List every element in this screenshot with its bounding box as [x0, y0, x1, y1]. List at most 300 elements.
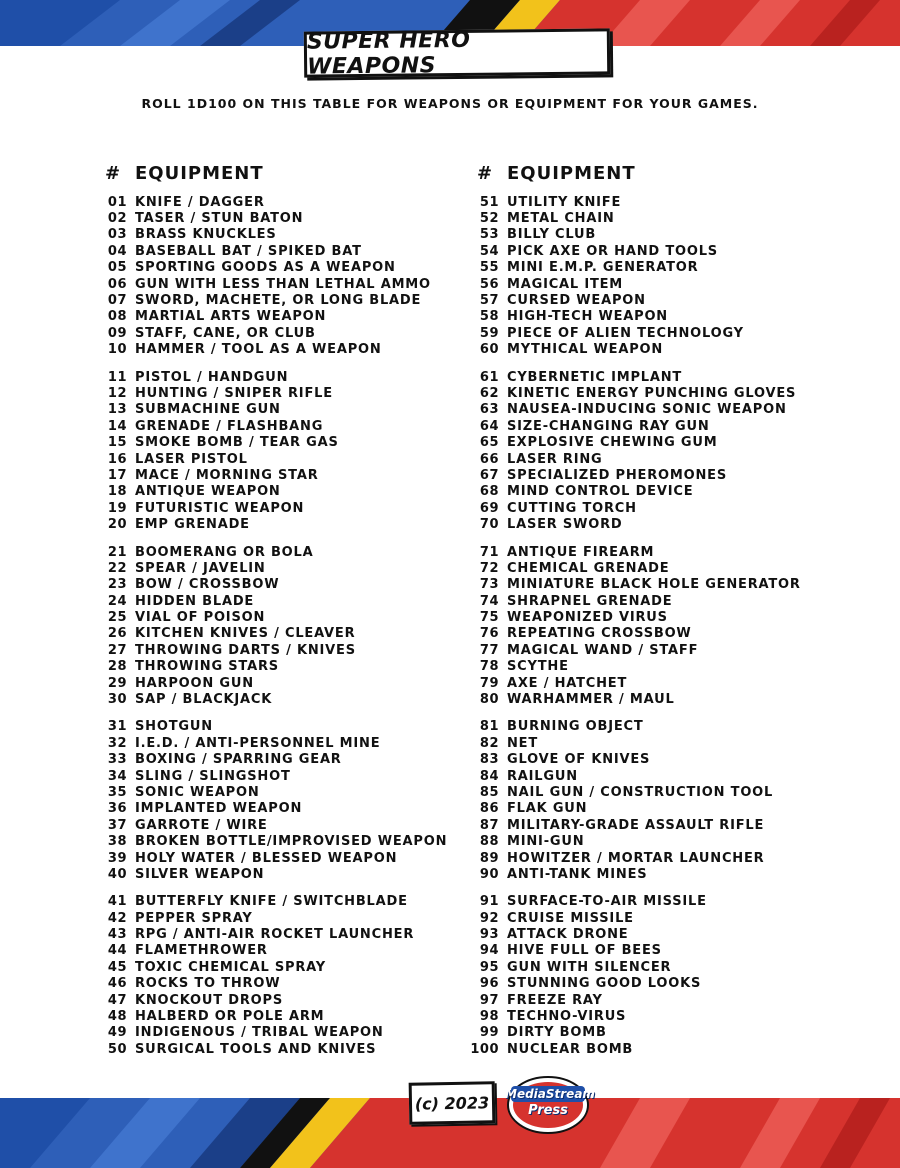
- table-row: [462, 385, 862, 401]
- roll-number: 94: [479, 943, 499, 959]
- roll-number: 30: [107, 692, 127, 708]
- roll-number: 50: [107, 1041, 127, 1057]
- roll-number: 55: [479, 260, 499, 276]
- equipment-column-right: [462, 150, 862, 1058]
- roll-number: 42: [107, 910, 127, 926]
- roll-number: 20: [107, 517, 127, 533]
- equipment-name: FUTURISTIC WEAPON: [135, 500, 305, 516]
- roll-number: 100: [470, 1041, 499, 1057]
- roll-number: 60: [479, 342, 499, 358]
- roll-number: 71: [479, 544, 499, 560]
- roll-number: 10: [107, 342, 127, 358]
- roll-number: 18: [107, 484, 127, 500]
- table-row: [462, 369, 862, 385]
- roll-number: 45: [107, 959, 127, 975]
- equipment-name: FREEZE RAY: [507, 992, 603, 1008]
- equipment-column-left: [90, 150, 460, 1058]
- table-row: [90, 325, 460, 341]
- table-row: [90, 817, 460, 833]
- equipment-name: I.E.D. / ANTI-PERSONNEL MINE: [135, 735, 381, 751]
- equipment-name: UTILITY KNIFE: [507, 194, 622, 210]
- roll-number: 97: [479, 992, 499, 1008]
- roll-number: 27: [107, 642, 127, 658]
- roll-number: 36: [107, 801, 127, 817]
- table-row: [462, 342, 862, 358]
- roll-number: 54: [479, 243, 499, 259]
- column-header: [462, 150, 862, 184]
- roll-number: 51: [479, 194, 499, 210]
- equipment-name: INDIGENOUS / TRIBAL WEAPON: [135, 1025, 384, 1041]
- equipment-name: BOW / CROSSBOW: [135, 577, 280, 593]
- table-row: [462, 784, 862, 800]
- equipment-name: GRENADE / FLASHBANG: [135, 418, 324, 434]
- row-group: [462, 194, 862, 358]
- equipment-name: HIVE FULL OF BEES: [507, 943, 662, 959]
- equipment-name: SPEAR / JAVELIN: [135, 560, 266, 576]
- equipment-name: ROCKS TO THROW: [135, 976, 281, 992]
- equipment-name: CHEMICAL GRENADE: [507, 560, 670, 576]
- roll-number: 72: [479, 560, 499, 576]
- equipment-name: IMPLANTED WEAPON: [135, 801, 303, 817]
- table-row: [90, 719, 460, 735]
- equipment-name: CURSED WEAPON: [507, 293, 646, 309]
- equipment-name: LASER PISTOL: [135, 451, 248, 467]
- equipment-name: NAUSEA-INDUCING SONIC WEAPON: [507, 402, 787, 418]
- row-group: [462, 719, 862, 883]
- copyright-box: [409, 1081, 496, 1124]
- equipment-name: KINETIC ENERGY PUNCHING GLOVES: [507, 385, 797, 401]
- equipment-name: GARROTE / WIRE: [135, 817, 268, 833]
- row-group: [90, 194, 460, 358]
- equipment-name: BURNING OBJECT: [507, 719, 644, 735]
- table-row: [462, 1025, 862, 1041]
- roll-number: 87: [479, 817, 499, 833]
- table-row: [462, 719, 862, 735]
- equipment-name: KITCHEN KNIVES / CLEAVER: [135, 626, 356, 642]
- table-row: [462, 642, 862, 658]
- equipment-name: SPECIALIZED PHEROMONES: [507, 467, 728, 483]
- intro-text: ROLL 1D100 ON THIS TABLE FOR WEAPONS OR EQUIPMENT FOR YOUR GAMES.: [141, 96, 759, 111]
- table-row: [462, 194, 862, 210]
- equipment-name: HALBERD OR POLE ARM: [135, 1009, 325, 1025]
- equipment-name: MARTIAL ARTS WEAPON: [135, 309, 327, 325]
- equipment-name: MYTHICAL WEAPON: [507, 342, 664, 358]
- equipment-name: ANTIQUE WEAPON: [135, 484, 281, 500]
- table-row: [462, 276, 862, 292]
- roll-number: 25: [107, 610, 127, 626]
- equipment-name: LASER RING: [507, 451, 603, 467]
- table-row: [462, 626, 862, 642]
- publisher-logo: [505, 1074, 595, 1136]
- table-row: [462, 943, 862, 959]
- logo-line-1: MediaStream: [505, 1087, 595, 1101]
- table-row: [462, 691, 862, 707]
- roll-number: 09: [107, 325, 127, 341]
- equipment-name: HIGH-TECH WEAPON: [507, 309, 668, 325]
- roll-number: 61: [479, 369, 499, 385]
- table-row: [462, 402, 862, 418]
- roll-number: 74: [479, 593, 499, 609]
- equipment-name: MINIATURE BLACK HOLE GENERATOR: [507, 577, 801, 593]
- equipment-name: LASER SWORD: [507, 517, 623, 533]
- roll-number: 75: [479, 610, 499, 626]
- roll-number: 28: [107, 659, 127, 675]
- table-row: [462, 577, 862, 593]
- equipment-name: METAL CHAIN: [507, 211, 615, 227]
- table-row: [90, 194, 460, 210]
- roll-number: 34: [107, 768, 127, 784]
- equipment-name: SAP / BLACKJACK: [135, 692, 273, 708]
- roll-number: 84: [479, 768, 499, 784]
- roll-number: 23: [107, 577, 127, 593]
- roll-number: 66: [479, 451, 499, 467]
- roll-number: 77: [479, 642, 499, 658]
- equipment-name: GUN WITH SILENCER: [507, 959, 672, 975]
- table-row: [462, 976, 862, 992]
- roll-number: 04: [107, 243, 127, 259]
- number-header: #: [104, 163, 121, 184]
- row-group: [462, 369, 862, 533]
- roll-number: 37: [107, 817, 127, 833]
- table-row: [90, 976, 460, 992]
- row-group: [90, 894, 460, 1058]
- roll-number: 81: [479, 719, 499, 735]
- table-row: [462, 484, 862, 500]
- equipment-name: PEPPER SPRAY: [135, 910, 253, 926]
- table-row: [462, 292, 862, 308]
- equipment-name: BROKEN BOTTLE/IMPROVISED WEAPON: [135, 834, 448, 850]
- page-title: SUPER HERO WEAPONS: [306, 27, 471, 80]
- table-row: [90, 735, 460, 751]
- roll-number: 29: [107, 675, 127, 691]
- table-row: [90, 943, 460, 959]
- roll-number: 19: [107, 500, 127, 516]
- column-header: [90, 150, 460, 184]
- table-row: [90, 593, 460, 609]
- table-row: [90, 210, 460, 226]
- roll-number: 95: [479, 959, 499, 975]
- table-row: [90, 402, 460, 418]
- roll-number: 53: [479, 227, 499, 243]
- table-row: [462, 959, 862, 975]
- equipment-name: TECHNO-VIRUS: [507, 1009, 627, 1025]
- table-row: [462, 544, 862, 560]
- equipment-name: GLOVE OF KNIVES: [507, 752, 651, 768]
- roll-number: 58: [479, 309, 499, 325]
- table-row: [90, 385, 460, 401]
- table-row: [462, 801, 862, 817]
- roll-number: 91: [479, 894, 499, 910]
- roll-number: 38: [107, 834, 127, 850]
- table-row: [90, 992, 460, 1008]
- roll-number: 02: [107, 211, 127, 227]
- equipment-name: PICK AXE OR HAND TOOLS: [507, 243, 718, 259]
- equipment-name: BOOMERANG OR BOLA: [135, 544, 314, 560]
- table-row: [90, 691, 460, 707]
- table-row: [462, 260, 862, 276]
- equipment-name: HUNTING / SNIPER RIFLE: [135, 385, 333, 401]
- table-row: [462, 325, 862, 341]
- table-row: [90, 369, 460, 385]
- equipment-name: SIZE-CHANGING RAY GUN: [507, 418, 710, 434]
- roll-number: 73: [479, 577, 499, 593]
- roll-number: 68: [479, 484, 499, 500]
- table-row: [90, 342, 460, 358]
- table-row: [462, 817, 862, 833]
- equipment-name: PIECE OF ALIEN TECHNOLOGY: [507, 325, 744, 341]
- roll-number: 80: [479, 692, 499, 708]
- roll-number: 56: [479, 276, 499, 292]
- table-row: [90, 801, 460, 817]
- table-row: [462, 434, 862, 450]
- table-row: [90, 309, 460, 325]
- table-row: [90, 276, 460, 292]
- equipment-name: NAIL GUN / CONSTRUCTION TOOL: [507, 784, 774, 800]
- table-row: [462, 210, 862, 226]
- equipment-name: FLAK GUN: [507, 801, 588, 817]
- roll-number: 88: [479, 834, 499, 850]
- roll-number: 92: [479, 910, 499, 926]
- page-title-box: [304, 27, 610, 80]
- equipment-header: EQUIPMENT: [135, 163, 264, 184]
- roll-number: 96: [479, 976, 499, 992]
- roll-number: 17: [107, 467, 127, 483]
- equipment-name: BRASS KNUCKLES: [135, 227, 277, 243]
- equipment-name: REPEATING CROSSBOW: [507, 626, 692, 642]
- roll-number: 26: [107, 626, 127, 642]
- equipment-name: BUTTERFLY KNIFE / SWITCHBLADE: [135, 894, 408, 910]
- table-row: [462, 850, 862, 866]
- equipment-name: MACE / MORNING STAR: [135, 467, 319, 483]
- equipment-name: SURFACE-TO-AIR MISSILE: [507, 894, 707, 910]
- equipment-name: BASEBALL BAT / SPIKED BAT: [135, 243, 362, 259]
- table-row: [90, 659, 460, 675]
- table-row: [90, 1041, 460, 1057]
- roll-number: 93: [479, 927, 499, 943]
- table-row: [90, 577, 460, 593]
- roll-number: 47: [107, 992, 127, 1008]
- equipment-name: SPORTING GOODS AS A WEAPON: [135, 260, 396, 276]
- table-row: [462, 560, 862, 576]
- roll-number: 41: [107, 894, 127, 910]
- table-row: [462, 516, 862, 532]
- roll-number: 12: [107, 385, 127, 401]
- equipment-name: WEAPONIZED VIRUS: [507, 610, 668, 626]
- table-row: [462, 833, 862, 849]
- roll-number: 43: [107, 927, 127, 943]
- equipment-header: EQUIPMENT: [507, 163, 636, 184]
- roll-number: 48: [107, 1009, 127, 1025]
- equipment-name: CRUISE MISSILE: [507, 910, 634, 926]
- roll-number: 31: [107, 719, 127, 735]
- equipment-name: EXPLOSIVE CHEWING GUM: [507, 435, 718, 451]
- table-row: [462, 768, 862, 784]
- roll-number: 57: [479, 293, 499, 309]
- table-row: [462, 735, 862, 751]
- table-row: [90, 434, 460, 450]
- equipment-name: MIND CONTROL DEVICE: [507, 484, 694, 500]
- roll-number: 39: [107, 850, 127, 866]
- table-row: [462, 894, 862, 910]
- equipment-name: VIAL OF POISON: [135, 610, 266, 626]
- table-row: [90, 260, 460, 276]
- equipment-name: TOXIC CHEMICAL SPRAY: [135, 959, 326, 975]
- equipment-name: HOLY WATER / BLESSED WEAPON: [135, 850, 398, 866]
- row-group: [90, 719, 460, 883]
- equipment-name: SMOKE BOMB / TEAR GAS: [135, 435, 339, 451]
- roll-number: 40: [107, 866, 127, 882]
- table-row: [462, 926, 862, 942]
- roll-number: 35: [107, 784, 127, 800]
- equipment-name: MILITARY-GRADE ASSAULT RIFLE: [507, 817, 765, 833]
- roll-number: 06: [107, 276, 127, 292]
- equipment-name: THROWING STARS: [135, 659, 279, 675]
- roll-number: 07: [107, 293, 127, 309]
- equipment-name: NET: [507, 735, 539, 751]
- equipment-name: RAILGUN: [507, 768, 578, 784]
- row-group: [90, 544, 460, 708]
- table-row: [90, 516, 460, 532]
- equipment-name: CUTTING TORCH: [507, 500, 637, 516]
- equipment-name: STUNNING GOOD LOOKS: [507, 976, 702, 992]
- roll-number: 49: [107, 1025, 127, 1041]
- roll-number: 78: [479, 659, 499, 675]
- roll-number: 90: [479, 866, 499, 882]
- equipment-name: SHRAPNEL GRENADE: [507, 593, 673, 609]
- equipment-name: AXE / HATCHET: [507, 675, 628, 691]
- equipment-name: SHOTGUN: [135, 719, 213, 735]
- table-row: [462, 910, 862, 926]
- equipment-name: STAFF, CANE, OR CLUB: [135, 325, 316, 341]
- table-row: [462, 227, 862, 243]
- table-row: [462, 593, 862, 609]
- roll-number: 01: [107, 194, 127, 210]
- table-row: [462, 992, 862, 1008]
- equipment-name: ANTIQUE FIREARM: [507, 544, 655, 560]
- equipment-name: TASER / STUN BATON: [135, 211, 304, 227]
- row-group: [462, 544, 862, 708]
- roll-number: 44: [107, 943, 127, 959]
- equipment-name: KNIFE / DAGGER: [135, 194, 265, 210]
- table-row: [90, 959, 460, 975]
- equipment-name: DIRTY BOMB: [507, 1025, 607, 1041]
- equipment-name: GUN WITH LESS THAN LETHAL AMMO: [135, 276, 431, 292]
- table-row: [90, 1008, 460, 1024]
- roll-number: 13: [107, 402, 127, 418]
- equipment-name: SILVER WEAPON: [135, 866, 265, 882]
- equipment-name: RPG / ANTI-AIR ROCKET LAUNCHER: [135, 927, 415, 943]
- roll-number: 08: [107, 309, 127, 325]
- roll-number: 76: [479, 626, 499, 642]
- roll-number: 11: [107, 369, 127, 385]
- row-group: [90, 369, 460, 533]
- roll-number: 21: [107, 544, 127, 560]
- equipment-name: ANTI-TANK MINES: [507, 866, 648, 882]
- table-row: [462, 500, 862, 516]
- table-row: [462, 675, 862, 691]
- roll-number: 69: [479, 500, 499, 516]
- roll-number: 99: [479, 1025, 499, 1041]
- roll-number: 32: [107, 735, 127, 751]
- table-row: [90, 560, 460, 576]
- roll-number: 86: [479, 801, 499, 817]
- table-row: [90, 642, 460, 658]
- equipment-name: SURGICAL TOOLS AND KNIVES: [135, 1041, 377, 1057]
- table-row: [90, 768, 460, 784]
- equipment-name: BILLY CLUB: [507, 227, 597, 243]
- table-row: [90, 926, 460, 942]
- equipment-name: CYBERNETIC IMPLANT: [507, 369, 683, 385]
- equipment-name: HIDDEN BLADE: [135, 593, 255, 609]
- equipment-name: PISTOL / HANDGUN: [135, 369, 289, 385]
- roll-number: 16: [107, 451, 127, 467]
- equipment-name: ATTACK DRONE: [507, 927, 629, 943]
- roll-number: 83: [479, 752, 499, 768]
- copyright-text: (c) 2023: [414, 1092, 490, 1114]
- table-row: [462, 418, 862, 434]
- roll-number: 14: [107, 418, 127, 434]
- equipment-name: NUCLEAR BOMB: [507, 1041, 634, 1057]
- table-row: [90, 467, 460, 483]
- equipment-name: MAGICAL WAND / STAFF: [507, 642, 699, 658]
- table-row: [90, 243, 460, 259]
- table-row: [90, 626, 460, 642]
- roll-number: 15: [107, 435, 127, 451]
- table-row: [90, 910, 460, 926]
- table-row: [462, 243, 862, 259]
- equipment-name: KNOCKOUT DROPS: [135, 992, 283, 1008]
- roll-number: 65: [479, 435, 499, 451]
- table-row: [90, 609, 460, 625]
- equipment-name: WARHAMMER / MAUL: [507, 692, 675, 708]
- roll-number: 46: [107, 976, 127, 992]
- table-row: [90, 227, 460, 243]
- equipment-name: HARPOON GUN: [135, 675, 254, 691]
- equipment-name: MAGICAL ITEM: [507, 276, 624, 292]
- table-row: [462, 659, 862, 675]
- table-row: [462, 1041, 862, 1057]
- table-row: [462, 467, 862, 483]
- roll-number: 67: [479, 467, 499, 483]
- roll-number: 85: [479, 784, 499, 800]
- table-row: [90, 850, 460, 866]
- roll-number: 63: [479, 402, 499, 418]
- equipment-name: SLING / SLINGSHOT: [135, 768, 291, 784]
- equipment-name: BOXING / SPARRING GEAR: [135, 752, 342, 768]
- roll-number: 62: [479, 385, 499, 401]
- table-row: [90, 1025, 460, 1041]
- equipment-name: HAMMER / TOOL AS A WEAPON: [135, 342, 382, 358]
- table-row: [90, 866, 460, 882]
- table-row: [90, 544, 460, 560]
- roll-number: 89: [479, 850, 499, 866]
- table-row: [90, 894, 460, 910]
- equipment-name: SONIC WEAPON: [135, 784, 260, 800]
- roll-number: 79: [479, 675, 499, 691]
- table-row: [462, 309, 862, 325]
- logo-line-2: Press: [528, 1103, 568, 1118]
- equipment-name: EMP GRENADE: [135, 517, 250, 533]
- roll-number: 24: [107, 593, 127, 609]
- roll-number: 33: [107, 752, 127, 768]
- equipment-name: HOWITZER / MORTAR LAUNCHER: [507, 850, 765, 866]
- table-row: [90, 292, 460, 308]
- roll-number: 59: [479, 325, 499, 341]
- equipment-name: SWORD, MACHETE, OR LONG BLADE: [135, 293, 422, 309]
- number-header: #: [476, 163, 493, 184]
- table-row: [462, 866, 862, 882]
- equipment-name: SUBMACHINE GUN: [135, 402, 281, 418]
